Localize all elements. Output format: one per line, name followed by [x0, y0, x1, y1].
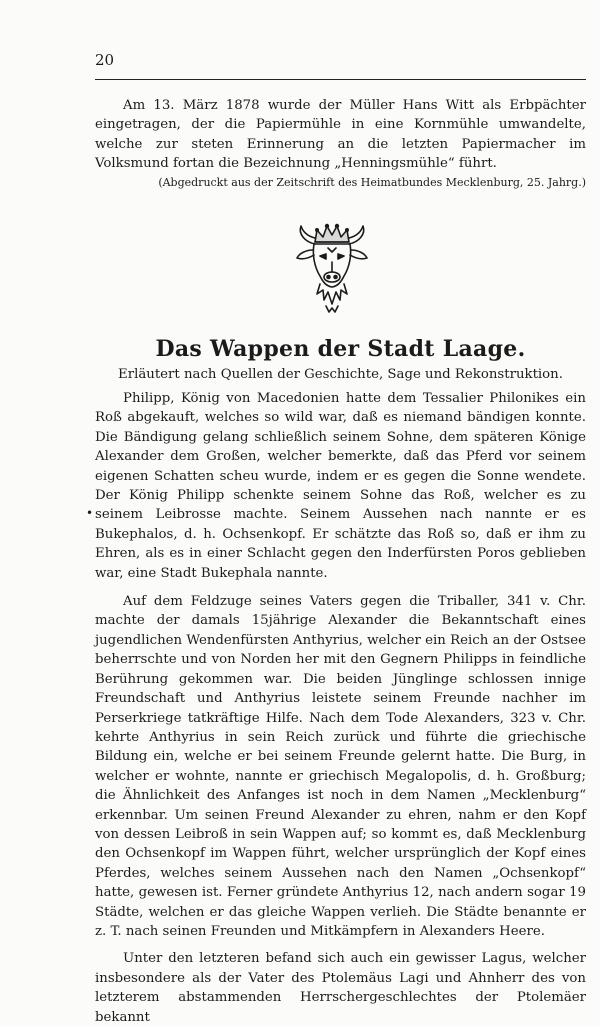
article-subtitle: Erläutert nach Quellen der Geschichte, Sage und Rekonstruktion.	[118, 367, 563, 382]
source-citation: (Abgedruckt aus der Zeitschrift des Heimatbundes Mecklenburg, 25. Jahrg.)	[158, 176, 586, 189]
article-title: Das Wappen der Stadt Laage.	[155, 336, 526, 362]
page-number: 20	[95, 51, 115, 69]
article-paragraph: Unter den letzteren befand sich auch ein gewisser Lagus, welcher insbesondere als der Vater des Ptolemäus Lagi und Ahnherr des von letzterem abstammenden Herrschergeschlechtes der Ptolemäer bekannt	[95, 951, 586, 1025]
article-body	[95, 389, 586, 1027]
article-paragraph: Auf dem Feldzuge seines Vaters gegen die Triballer, 341 v. Chr. machte der damals 15jährige Alexander die Bekanntschaft eines jugendlichen Wendenfürsten Anthyrius, welcher ein Reich an der Ostsee beherrschte und von Norden her mit den Gegnern Philipps in feindliche Berührung gekommen war. Die beiden Jünglinge schlossen innige Freundschaft und Anthyrius leistete seinem Freunde nachher im Perserkriege tatkräftige Hilfe. Nach dem Tode Alexanders, 323 v. Chr. kehrte Anthyrius in sein Reich zurück und führte die griechische Bildung ein, welche er bei seinem Freunde gelernt hatte. Die Burg, in welcher er wohnte, nannte er griechisch Megalopolis, d. h. Großburg; die Ähnlichkeit des Anfanges ist noch in dem Namen „Mecklenburg“ erkennbar. Um seinen Freund Alexander zu ehren, nahm er den Kopf von dessen Leibroß in sein Wappen auf; so kommt es, daß Mecklenburg den Ochsenkopf im Wappen führt, welcher ursprünglich der Kopf eines Pferdes, welches seinem Aussehen nach den Namen „Ochsenkopf“ hatte, gewesen ist. Ferner gründete Anthyrius 12, nach andern sogar 19 Städte, welchen er das gleiche Wappen verlieh. Die Städte benannte er z. T. nach seinen Freunden und Mitkämpfern in Alexanders Heere.	[95, 594, 586, 939]
intro-paragraph: Am 13. März 1878 wurde der Müller Hans Witt als Erbpächter eingetragen, der die Papiermühle in eine Kornmühle umwandelte, welche zur steten Erinnerung an die letzten Papiermacher im Volksmund fortan die Bezeichnung „Henningsmühle“ führt.	[95, 98, 586, 172]
margin-mark: •	[86, 506, 94, 520]
article-paragraph: Philipp, König von Macedonien hatte dem Tessalier Philonikes ein Roß abgekauft, welches so wild war, daß es niemand bändigen konnte. Die Bändigung gelang schließlich seinem Sohne, dem späteren Könige Alexander dem Großen, welcher bemerkte, daß das Pferd vor seinem eigenen Schatten scheu wurde, indem er es gegen die Sonne wendete. Der König Philipp schenkte seinem Sohne das Roß, welcher es zu seinem Leibrosse machte. Seinem Aussehen nach nannte er es Bukephalos, d. h. Ochsenkopf. Er schätzte das Roß so, daß er ihm zu Ehren, als es in einer Schlacht gegen den Inderfürsten Poros geblieben war, eine Stadt Bukephala nannte.	[95, 391, 586, 581]
bull-head-coat-of-arms-icon	[293, 222, 371, 314]
intro-section	[95, 96, 586, 174]
header-rule	[95, 79, 586, 80]
